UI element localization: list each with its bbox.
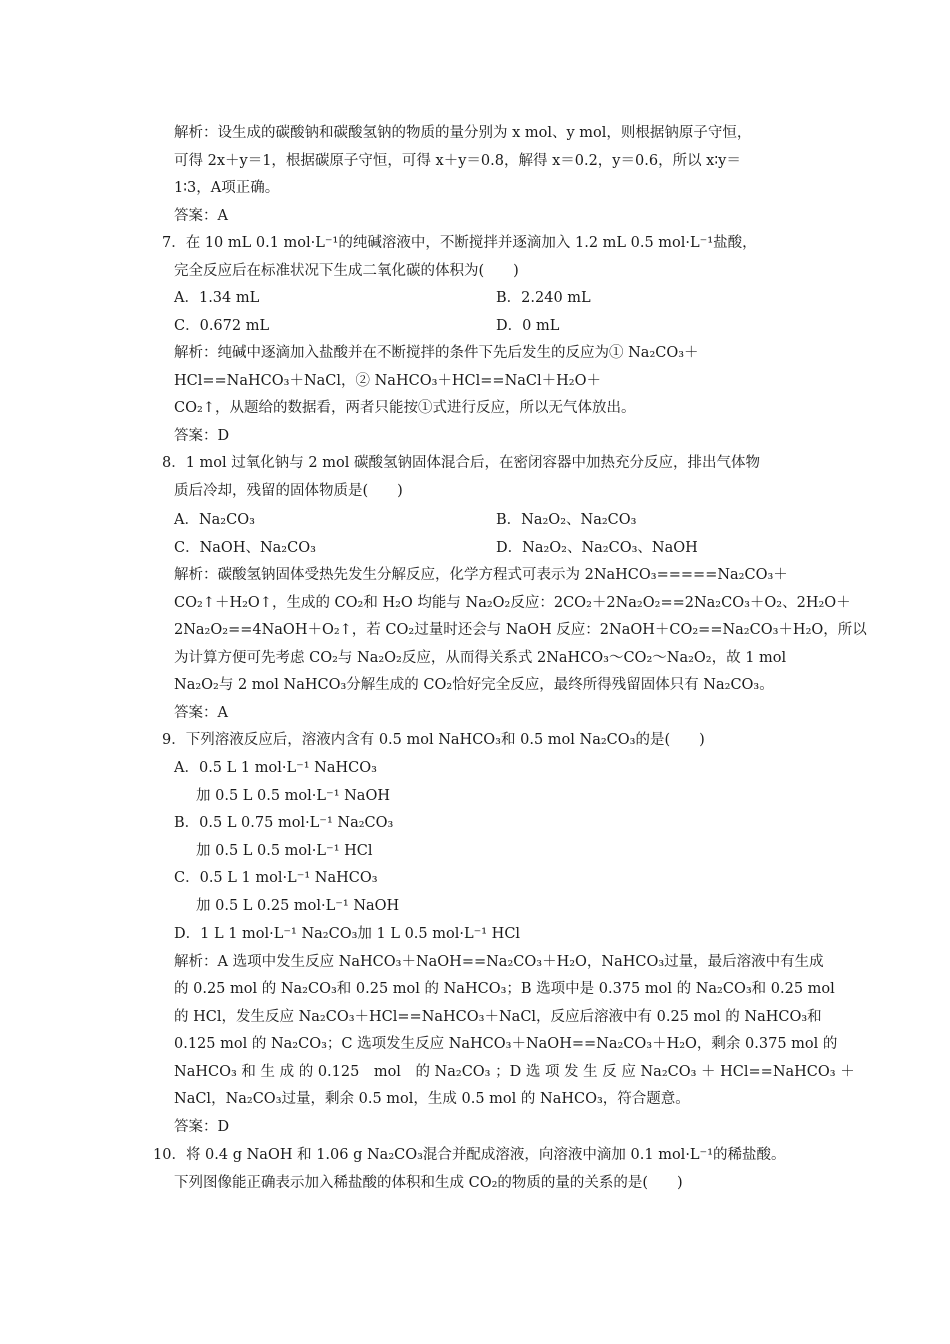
explanation-line: HCl==NaHCO₃＋NaCl，② NaHCO₃＋HCl==NaCl＋H₂O＋ [174,373,601,389]
option-c: C．NaOH、Na₂CO₃ [174,540,316,556]
option-c-continued: 加 0.5 L 0.25 mol·L⁻¹ NaOH [196,898,400,914]
explanation-line: CO₂↑，从题给的数据看，两者只能按①式进行反应，所以无气体放出。 [174,400,636,416]
answer-line: 答案：D [174,1119,230,1135]
explanation-line: 可得 2x＋y＝1，根据碳原子守恒，可得 x＋y＝0.8，解得 x＝0.2，y＝0.6，所以 x∶y＝ [174,153,741,169]
explanation-line: 解析：碳酸氢钠固体受热先发生分解反应，化学方程式可表示为 2NaHCO₃=====Na₂CO₃＋ [174,567,788,583]
explanation-line: NaCl，Na₂CO₃过量，剩余 0.5 mol，生成 0.5 mol 的 NaHCO₃，符合题意。 [174,1091,690,1107]
option-b: B．0.5 L 0.75 mol·L⁻¹ Na₂CO₃ [174,815,394,831]
answer-line: 答案：A [174,208,228,224]
question-9-stem: 9．下列溶液反应后，溶液内含有 0.5 mol NaHCO₃和 0.5 mol Na₂CO₃的是( ) [162,732,705,748]
option-a-continued: 加 0.5 L 0.5 mol·L⁻¹ NaOH [196,788,390,804]
explanation-line: 解析：设生成的碳酸钠和碳酸氢钠的物质的量分别为 x mol、y mol，则根据钠原子守恒， [174,125,752,141]
explanation-line: NaHCO₃ 和 生 成 的 0.125 mol 的 Na₂CO₃ ；D 选 项 发 生 反 应 Na₂CO₃ ＋ HCl==NaHCO₃ ＋ [174,1064,855,1080]
option-c: C．0.672 mL [174,318,270,334]
option-c: C．0.5 L 1 mol·L⁻¹ NaHCO₃ [174,870,378,886]
explanation-line: Na₂O₂与 2 mol NaHCO₃分解生成的 CO₂恰好完全反应，最终所得残留固体只有 Na₂CO₃。 [174,677,774,693]
option-d: D．Na₂O₂、Na₂CO₃、NaOH [496,540,698,556]
explanation-line: 0.125 mol 的 Na₂CO₃；C 选项发生反应 NaHCO₃＋NaOH==Na₂CO₃＋H₂O，剩余 0.375 mol 的 [174,1036,838,1052]
explanation-line: 的 HCl，发生反应 Na₂CO₃＋HCl==NaHCO₃＋NaCl，反应后溶液中有 0.25 mol 的 NaHCO₃和 [174,1009,822,1025]
question-10-stem: 下列图像能正确表示加入稀盐酸的体积和生成 CO₂的物质的量的关系的是( ) [174,1175,683,1191]
option-b: B．Na₂O₂、Na₂CO₃ [496,512,637,528]
question-7-stem: 完全反应后在标准状况下生成二氧化碳的体积为( ) [174,263,519,279]
explanation-line: 解析：A 选项中发生反应 NaHCO₃＋NaOH==Na₂CO₃＋H₂O，NaHCO₃过量，最后溶液中有生成 [174,954,824,970]
option-a: A．Na₂CO₃ [174,512,255,528]
option-a: A．0.5 L 1 mol·L⁻¹ NaHCO₃ [174,760,377,776]
answer-line: 答案：A [174,705,228,721]
option-b: B．2.240 mL [496,290,591,306]
explanation-line: 1∶3，A项正确。 [174,180,280,196]
question-7-stem: 7．在 10 mL 0.1 mol·L⁻¹的纯碱溶液中，不断搅拌并逐滴加入 1.2 mL 0.5 mol·L⁻¹盐酸， [162,235,757,251]
option-d: D．0 mL [496,318,560,334]
option-a: A．1.34 mL [174,290,260,306]
explanation-line: 2Na₂O₂==4NaOH＋O₂↑，若 CO₂过量时还会与 NaOH 反应：2NaOH＋CO₂==Na₂CO₃＋H₂O，所以 [174,622,867,638]
question-8-stem: 8．1 mol 过氧化钠与 2 mol 碳酸氢钠固体混合后，在密闭容器中加热充分反应，排出气体物 [162,455,760,471]
explanation-line: 解析：纯碱中逐滴加入盐酸并在不断搅拌的条件下先后发生的反应为① Na₂CO₃＋ [174,345,699,361]
explanation-line: 的 0.25 mol 的 Na₂CO₃和 0.25 mol 的 NaHCO₃；B 选项中是 0.375 mol 的 Na₂CO₃和 0.25 mol [174,981,835,997]
question-8-stem: 质后冷却，残留的固体物质是( ) [174,483,403,499]
question-10-stem: 10．将 0.4 g NaOH 和 1.06 g Na₂CO₃混合并配成溶液，向溶液中滴加 0.1 mol·L⁻¹的稀盐酸。 [153,1147,786,1163]
explanation-line: 为计算方便可先考虑 CO₂与 Na₂O₂反应，从而得关系式 2NaHCO₃～CO₂～Na₂O₂，故 1 mol [174,650,787,666]
option-b-continued: 加 0.5 L 0.5 mol·L⁻¹ HCl [196,843,373,859]
answer-line: 答案：D [174,428,230,444]
option-d: D．1 L 1 mol·L⁻¹ Na₂CO₃加 1 L 0.5 mol·L⁻¹ HCl [174,926,521,942]
explanation-line: CO₂↑＋H₂O↑，生成的 CO₂和 H₂O 均能与 Na₂O₂反应：2CO₂＋2Na₂O₂==2Na₂CO₃＋O₂、2H₂O＋ [174,595,851,611]
